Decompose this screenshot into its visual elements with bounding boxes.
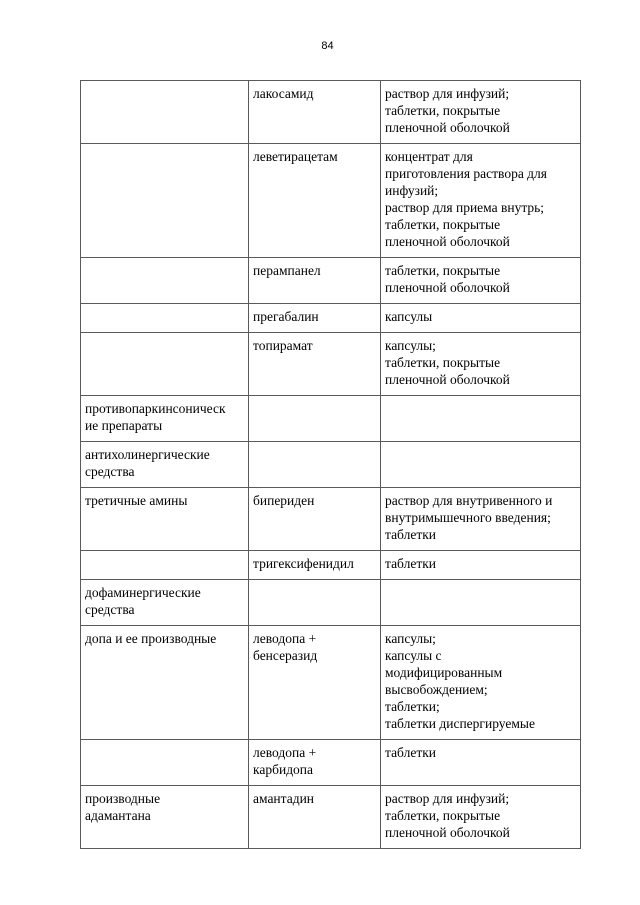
dosage-form-line: таблетки, покрытые xyxy=(385,808,501,823)
group-cell xyxy=(81,333,249,396)
group-cell xyxy=(81,626,249,740)
dosage-form-line: инфузий; xyxy=(385,183,439,198)
group-name: антихолинергические xyxy=(85,447,210,462)
group-name: противопаркинсоническ xyxy=(85,401,226,416)
drug-name: бенсеразид xyxy=(253,648,318,663)
drug-name: топирамат xyxy=(253,338,313,353)
group-name: средства xyxy=(85,602,135,617)
drug-name: амантадин xyxy=(253,791,315,806)
table-row xyxy=(81,786,581,849)
dosage-form-line: раствор для инфузий; xyxy=(385,791,510,806)
group-name: ие препараты xyxy=(85,418,163,433)
dosage-form-cell xyxy=(381,740,581,786)
dosage-form-line: модифицированным xyxy=(385,665,503,680)
drug-cell xyxy=(249,488,381,551)
dosage-form-line: капсулы; xyxy=(385,631,436,646)
table-row xyxy=(81,144,581,258)
dosage-form-line: таблетки, покрытые xyxy=(385,217,501,232)
dosage-form-line: таблетки, покрытые xyxy=(385,263,501,278)
group-cell xyxy=(81,442,249,488)
dosage-form-line: капсулы xyxy=(385,309,433,324)
table-row xyxy=(81,551,581,580)
dosage-form-line: пленочной оболочкой xyxy=(385,825,510,840)
dosage-form-line: пленочной оболочкой xyxy=(385,372,510,387)
table-row xyxy=(81,488,581,551)
dosage-form-line: таблетки xyxy=(385,527,437,542)
group-name: третичные амины xyxy=(85,493,188,508)
dosage-form-cell xyxy=(381,258,581,304)
group-cell xyxy=(81,488,249,551)
drug-cell xyxy=(249,786,381,849)
drug-cell xyxy=(249,626,381,740)
dosage-form-cell xyxy=(381,333,581,396)
group-name: допа и ее производные xyxy=(85,631,217,646)
dosage-form-line: раствор для внутривенного и xyxy=(385,493,553,508)
dosage-form-line: таблетки, покрытые xyxy=(385,103,501,118)
dosage-form-cell xyxy=(381,304,581,333)
dosage-form-line: концентрат для xyxy=(385,149,473,164)
drug-cell xyxy=(249,580,381,626)
dosage-form-line: раствор для приема внутрь; xyxy=(385,200,545,215)
dosage-form-line: высвобождением; xyxy=(385,682,488,697)
drug-name: прегабалин xyxy=(253,309,319,324)
table-row xyxy=(81,580,581,626)
group-cell xyxy=(81,580,249,626)
drug-name: лакосамид xyxy=(253,86,314,101)
dosage-form-cell xyxy=(381,580,581,626)
drug-name: леводопа + xyxy=(253,631,317,646)
table-row xyxy=(81,81,581,144)
dosage-form-cell xyxy=(381,144,581,258)
dosage-form-line: таблетки диспергируемые xyxy=(385,716,535,731)
group-cell xyxy=(81,144,249,258)
group-name: средства xyxy=(85,464,135,479)
table-row xyxy=(81,333,581,396)
group-cell xyxy=(81,304,249,333)
drug-cell xyxy=(249,258,381,304)
dosage-form-line: приготовления раствора для xyxy=(385,166,547,181)
table-row xyxy=(81,626,581,740)
drug-cell xyxy=(249,442,381,488)
group-name: адамантана xyxy=(85,808,151,823)
dosage-form-line: пленочной оболочкой xyxy=(385,120,510,135)
group-cell xyxy=(81,786,249,849)
dosage-form-cell xyxy=(381,396,581,442)
dosage-form-line: капсулы; xyxy=(385,338,436,353)
dosage-form-line: раствор для инфузий; xyxy=(385,86,510,101)
group-name: производные xyxy=(85,791,161,806)
dosage-form-line: внутримышечного введения; xyxy=(385,510,551,525)
drug-name: леводопа + xyxy=(253,745,317,760)
dosage-form-line: таблетки; xyxy=(385,699,440,714)
drug-cell xyxy=(249,81,381,144)
drug-name: карбидопа xyxy=(253,762,314,777)
drug-name: леветирацетам xyxy=(253,149,338,164)
dosage-form-line: капсулы с xyxy=(385,648,442,663)
drug-table xyxy=(80,80,581,849)
dosage-form-cell xyxy=(381,488,581,551)
dosage-form-cell xyxy=(381,786,581,849)
group-cell xyxy=(81,551,249,580)
table-row xyxy=(81,396,581,442)
dosage-form-line: таблетки, покрытые xyxy=(385,355,501,370)
dosage-form-line: таблетки xyxy=(385,745,437,760)
dosage-form-cell xyxy=(381,442,581,488)
drug-cell xyxy=(249,333,381,396)
group-name: дофаминергические xyxy=(85,585,201,600)
page-number: 84 xyxy=(321,40,334,52)
drug-cell xyxy=(249,551,381,580)
drug-cell xyxy=(249,144,381,258)
dosage-form-line: таблетки xyxy=(385,556,437,571)
drug-cell xyxy=(249,304,381,333)
drug-name: бипериден xyxy=(253,493,315,508)
group-cell xyxy=(81,740,249,786)
drug-name: перампанел xyxy=(253,263,321,278)
table-row xyxy=(81,740,581,786)
dosage-form-cell xyxy=(381,81,581,144)
drug-cell xyxy=(249,396,381,442)
table-row xyxy=(81,442,581,488)
group-cell xyxy=(81,396,249,442)
group-cell xyxy=(81,258,249,304)
dosage-form-line: пленочной оболочкой xyxy=(385,280,510,295)
group-cell xyxy=(81,81,249,144)
drug-name: тригексифенидил xyxy=(253,556,354,571)
dosage-form-cell xyxy=(381,551,581,580)
dosage-form-cell xyxy=(381,626,581,740)
table-row xyxy=(81,258,581,304)
table-row xyxy=(81,304,581,333)
drug-cell xyxy=(249,740,381,786)
dosage-form-line: пленочной оболочкой xyxy=(385,234,510,249)
